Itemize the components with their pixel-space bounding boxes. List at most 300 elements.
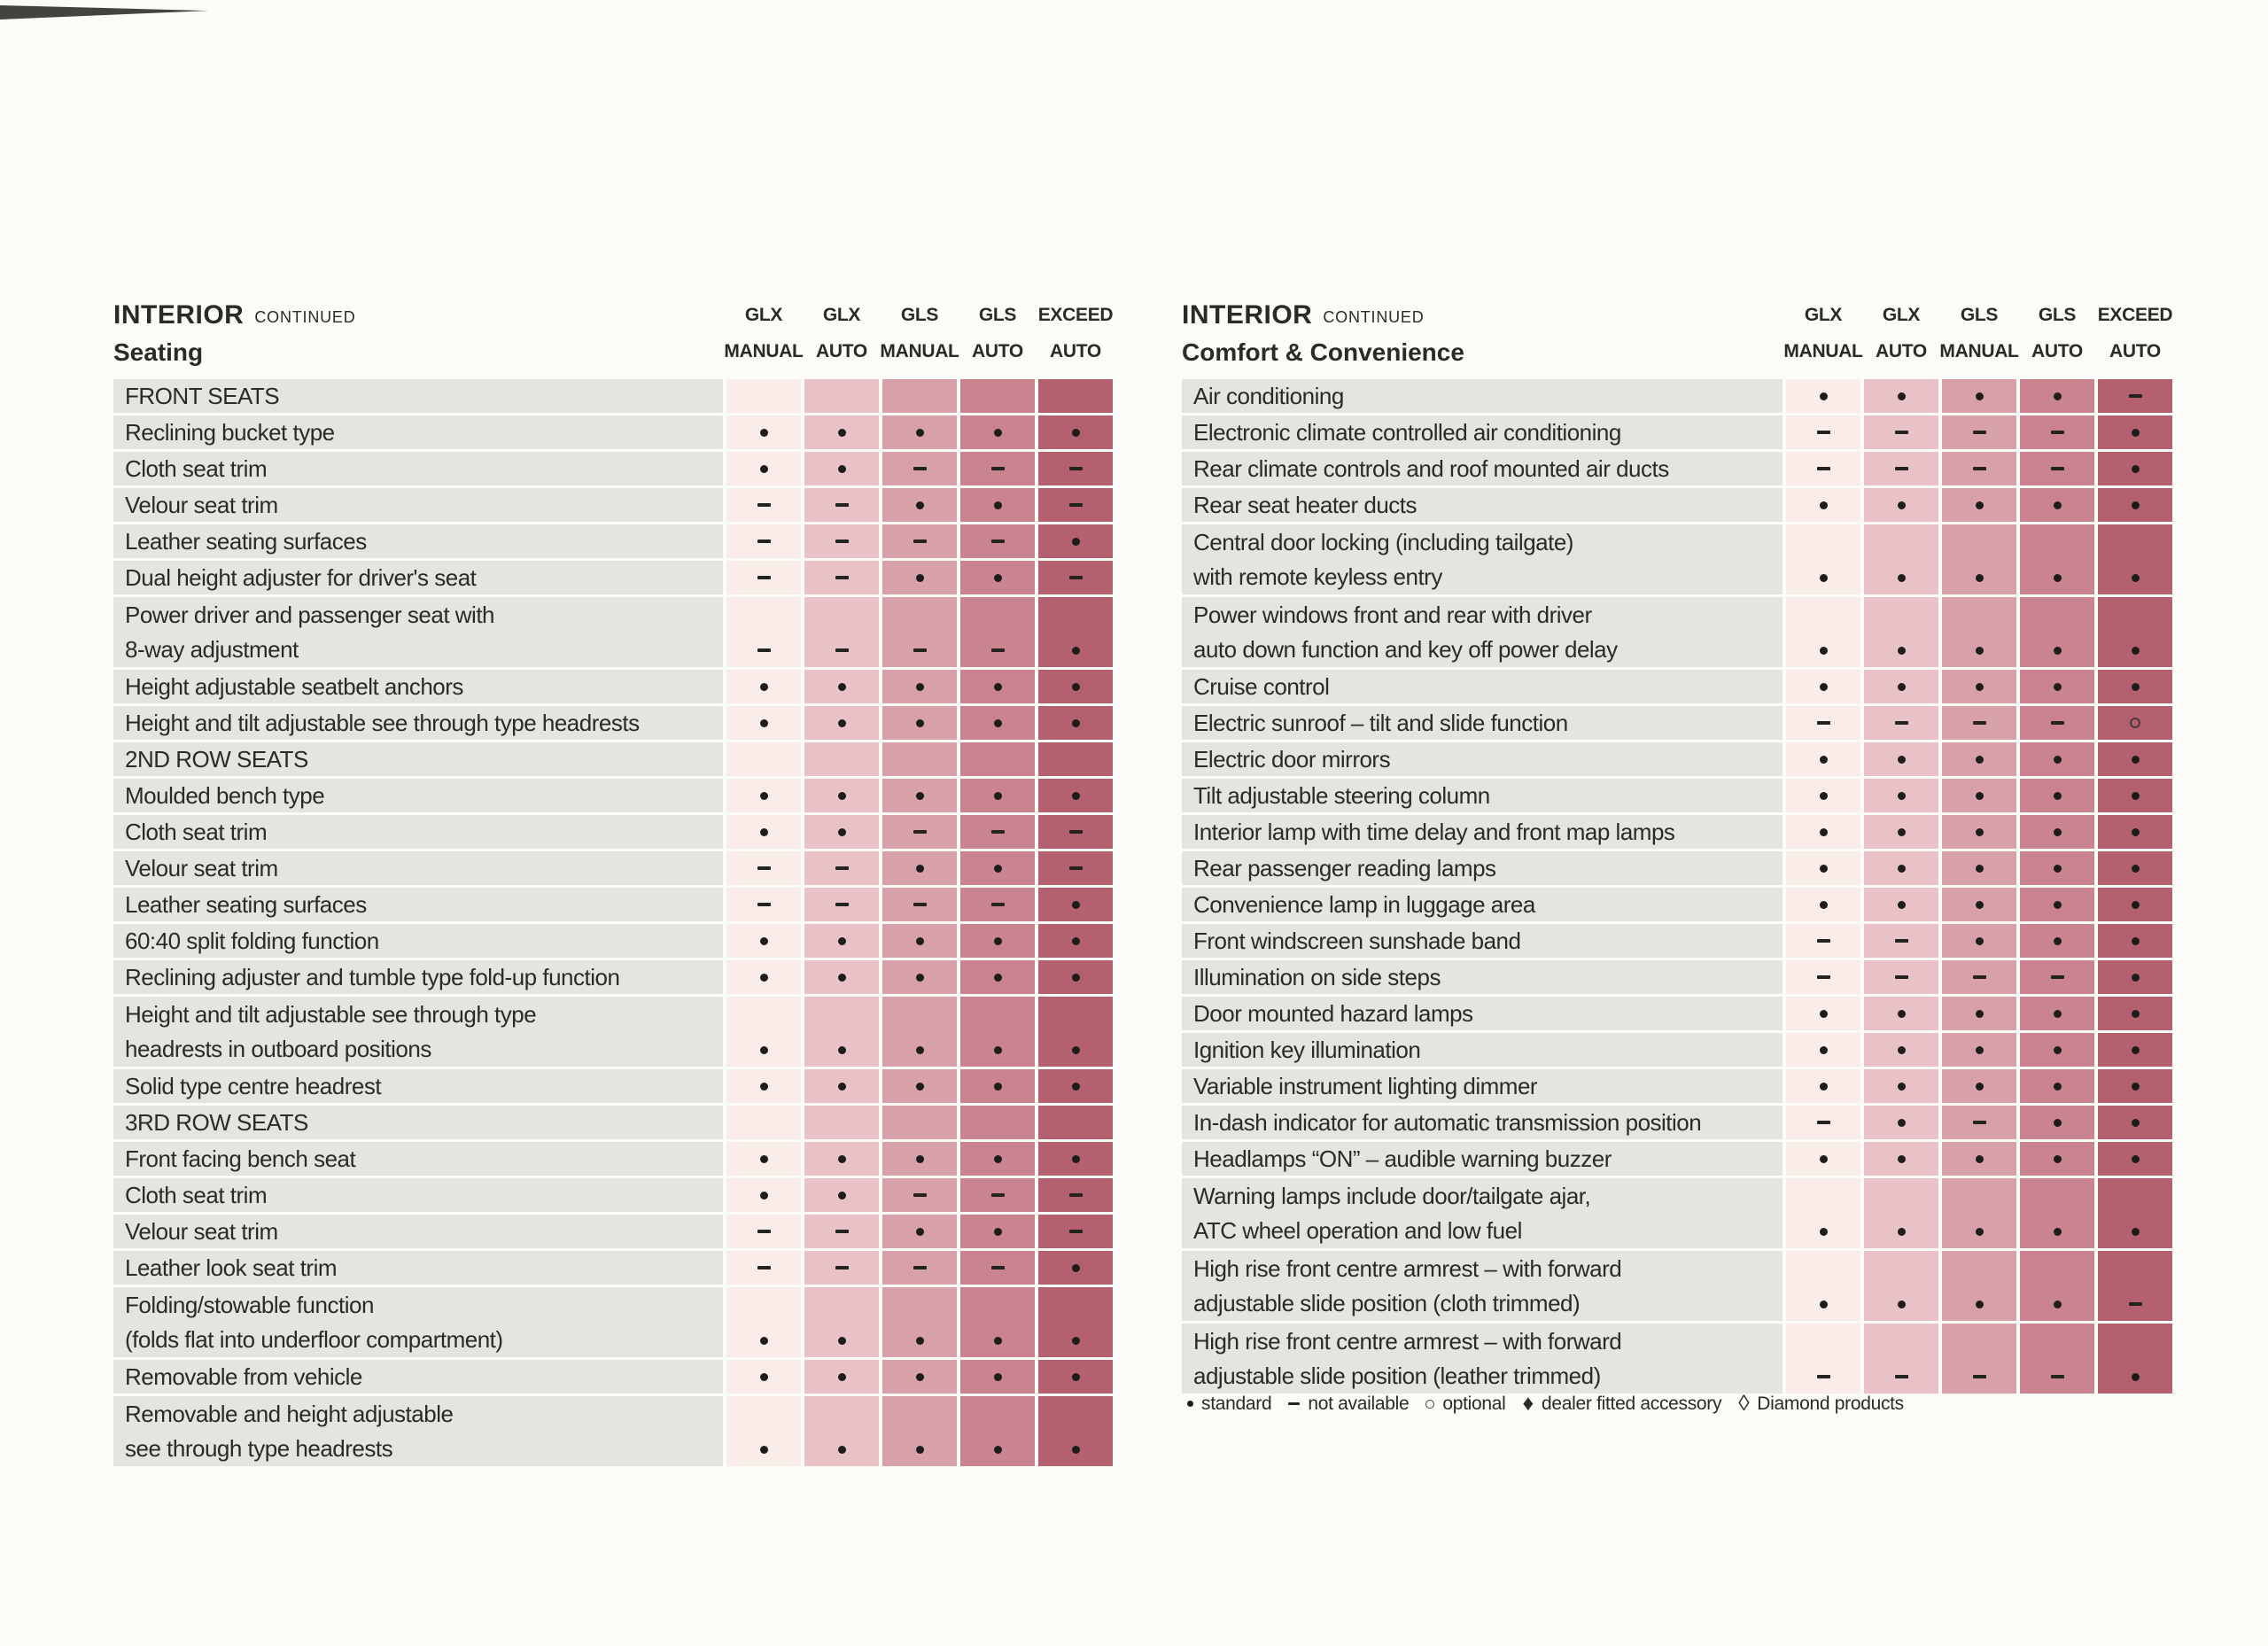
value-cell xyxy=(1864,888,1938,921)
feature-label xyxy=(113,488,723,522)
value-cell xyxy=(1038,960,1113,994)
standard-dot-icon xyxy=(1898,647,1906,655)
standard-dot-icon xyxy=(838,683,846,691)
standard-dot-icon xyxy=(2054,501,2062,509)
feature-row xyxy=(113,1360,1113,1394)
value-cell xyxy=(2098,488,2172,522)
value-cell xyxy=(1038,706,1113,740)
value-slot xyxy=(2020,633,2094,667)
feature-label xyxy=(1182,1142,1783,1176)
value-slot xyxy=(1786,997,1860,1030)
value-slot xyxy=(882,1215,957,1248)
value-slot xyxy=(726,1033,801,1067)
feature-row xyxy=(1182,452,2172,485)
value-cell xyxy=(1786,888,1860,921)
value-cell xyxy=(1786,1142,1860,1176)
standard-dot-icon xyxy=(1976,1083,1984,1091)
standard-dot-icon xyxy=(838,1083,846,1091)
value-cell xyxy=(1038,888,1113,921)
value-cell xyxy=(1786,524,1860,594)
value-slot xyxy=(882,815,957,849)
feature-row xyxy=(1182,960,2172,994)
value-cell xyxy=(2098,706,2172,740)
legend-label: dealer fitted accessory xyxy=(1542,1393,1722,1414)
value-slot xyxy=(960,379,1035,413)
value-cell xyxy=(882,1360,957,1394)
column-transmission-label: MANUAL xyxy=(724,341,804,361)
value-slot xyxy=(960,779,1035,812)
standard-dot-icon xyxy=(1898,1228,1906,1236)
value-slot xyxy=(1864,1360,1938,1394)
value-cell xyxy=(1038,379,1113,413)
value-slot xyxy=(882,561,957,594)
value-slot xyxy=(2098,1142,2172,1176)
value-slot xyxy=(960,960,1035,994)
label-line: 2ND ROW SEATS xyxy=(125,746,308,773)
value-slot xyxy=(726,1432,801,1466)
value-cell xyxy=(2020,960,2094,994)
standard-dot-icon xyxy=(760,1337,768,1345)
not-available-dash-icon xyxy=(835,866,849,870)
value-slot xyxy=(960,706,1035,740)
label-line: Height and tilt adjustable see through type xyxy=(125,1001,537,1028)
value-cell xyxy=(1942,415,2016,449)
not-available-dash-icon xyxy=(757,648,771,652)
not-available-dash-icon xyxy=(1895,467,1908,470)
label-line: Folding/stowable function xyxy=(125,1292,374,1318)
standard-dot-icon xyxy=(2132,1083,2140,1091)
value-slot xyxy=(1038,1432,1113,1466)
value-cell xyxy=(1038,1215,1113,1248)
standard-dot-icon xyxy=(760,1083,768,1091)
standard-dot-icon xyxy=(1820,647,1828,655)
value-cell xyxy=(2098,742,2172,776)
value-slot xyxy=(804,779,879,812)
not-available-dash-icon xyxy=(835,903,849,906)
feature-row xyxy=(113,488,1113,522)
section-row xyxy=(113,1106,1113,1139)
value-slot xyxy=(960,1432,1035,1466)
column-header-glx-manual xyxy=(724,297,804,369)
value-slot xyxy=(2098,633,2172,667)
value-slot xyxy=(804,1251,879,1285)
value-slot xyxy=(726,1215,801,1248)
dealer-fitted-diamond-icon: ♦ xyxy=(1522,1391,1534,1416)
value-slot xyxy=(1942,888,2016,921)
standard-dot-icon xyxy=(1072,683,1080,691)
value-slot xyxy=(2098,742,2172,776)
column-model-label: GLX xyxy=(822,305,861,325)
value-slot xyxy=(726,524,801,558)
standard-dot-icon xyxy=(2132,429,2140,437)
column-model-label: GLX xyxy=(744,305,783,325)
standard-dot-icon xyxy=(916,974,924,982)
standard-dot-icon xyxy=(1072,937,1080,945)
column-header-glx-manual xyxy=(1783,297,1863,369)
standard-dot-icon xyxy=(2132,1010,2140,1018)
value-cell xyxy=(1038,452,1113,485)
standard-dot-icon xyxy=(994,683,1002,691)
feature-label xyxy=(1182,815,1783,849)
value-cell xyxy=(1786,815,1860,849)
standard-dot-icon xyxy=(2054,647,2062,655)
value-cell xyxy=(2020,379,2094,413)
value-slot xyxy=(1038,561,1113,594)
legend-label: standard xyxy=(1201,1393,1272,1414)
value-slot xyxy=(2020,924,2094,958)
feature-label xyxy=(113,851,723,885)
feature-label xyxy=(113,1069,723,1103)
value-cell xyxy=(804,1142,879,1176)
value-slot xyxy=(1038,633,1113,667)
standard-dot-icon xyxy=(2132,574,2140,582)
value-slot xyxy=(804,670,879,703)
value-slot xyxy=(2020,452,2094,485)
standard-dot-icon xyxy=(1187,1401,1193,1407)
label-line: Cruise control xyxy=(1193,673,1330,700)
value-cell xyxy=(960,415,1035,449)
value-cell xyxy=(804,742,879,776)
not-available-dash-icon xyxy=(2051,1375,2064,1378)
standard-dot-icon xyxy=(1898,1300,1906,1308)
value-cell xyxy=(882,851,957,885)
value-cell xyxy=(726,815,801,849)
standard-dot-icon xyxy=(1976,756,1984,764)
label-line: Central door locking (including tailgate) xyxy=(1193,529,1573,555)
value-slot xyxy=(882,779,957,812)
value-slot xyxy=(726,1251,801,1285)
not-available-dash-icon xyxy=(835,540,849,543)
value-cell xyxy=(1038,1287,1113,1357)
column-transmission-label: AUTO xyxy=(1050,341,1101,361)
value-cell xyxy=(960,924,1035,958)
value-slot xyxy=(1864,960,1938,994)
value-slot xyxy=(1864,1287,1938,1321)
value-cell xyxy=(726,1106,801,1139)
feature-row xyxy=(113,597,1113,667)
standard-dot-icon xyxy=(1976,937,1984,945)
value-slot xyxy=(1038,851,1113,885)
feature-row xyxy=(113,888,1113,921)
value-slot xyxy=(960,888,1035,921)
standard-dot-icon xyxy=(994,937,1002,945)
value-cell xyxy=(1942,1106,2016,1139)
value-cell xyxy=(804,1178,879,1212)
value-cell xyxy=(1038,815,1113,849)
feature-row xyxy=(113,1142,1113,1176)
standard-dot-icon xyxy=(994,1373,1002,1381)
value-slot xyxy=(960,633,1035,667)
value-cell xyxy=(960,851,1035,885)
value-cell xyxy=(882,1106,957,1139)
label-line: Headlamps “ON” – audible warning buzzer xyxy=(1193,1145,1612,1172)
not-available-dash-icon xyxy=(1973,467,1986,470)
standard-dot-icon xyxy=(1976,828,1984,836)
feature-label xyxy=(113,997,723,1067)
value-slot xyxy=(2098,851,2172,885)
value-cell xyxy=(960,561,1035,594)
value-slot xyxy=(804,815,879,849)
standard-dot-icon xyxy=(760,429,768,437)
feature-label xyxy=(113,1178,723,1212)
value-slot xyxy=(882,960,957,994)
standard-dot-icon xyxy=(1976,392,1984,400)
standard-dot-icon xyxy=(2054,1010,2062,1018)
value-cell xyxy=(2098,924,2172,958)
value-cell xyxy=(882,488,957,522)
value-slot xyxy=(2098,1360,2172,1394)
value-cell xyxy=(2020,706,2094,740)
value-slot xyxy=(1942,415,2016,449)
value-cell xyxy=(726,379,801,413)
value-cell xyxy=(1864,779,1938,812)
value-cell xyxy=(804,888,879,921)
standard-dot-icon xyxy=(1072,1373,1080,1381)
value-cell xyxy=(1038,742,1113,776)
value-slot xyxy=(960,1215,1035,1248)
value-cell xyxy=(882,997,957,1067)
label-line: Illumination on side steps xyxy=(1193,964,1441,990)
not-available-dash-icon xyxy=(1895,1375,1908,1378)
standard-dot-icon xyxy=(1898,1155,1906,1163)
feature-label xyxy=(1182,742,1783,776)
not-available-dash-icon xyxy=(1973,431,1986,434)
value-cell xyxy=(1786,706,1860,740)
value-slot xyxy=(804,1324,879,1357)
feature-label xyxy=(1182,1324,1783,1394)
value-cell xyxy=(1864,924,1938,958)
value-slot xyxy=(882,1033,957,1067)
optional-circle-icon xyxy=(2130,718,2140,728)
not-available-dash-icon xyxy=(991,540,1005,543)
value-cell xyxy=(882,1251,957,1285)
not-available-dash-icon xyxy=(1895,975,1908,979)
column-transmission-label: AUTO xyxy=(2031,341,2083,361)
value-cell xyxy=(1942,1069,2016,1103)
value-cell xyxy=(882,815,957,849)
value-cell xyxy=(1786,379,1860,413)
value-cell xyxy=(882,561,957,594)
value-cell xyxy=(726,452,801,485)
value-slot xyxy=(960,452,1035,485)
value-slot xyxy=(882,670,957,703)
feature-label xyxy=(1182,524,1783,594)
not-available-dash-icon xyxy=(1973,721,1986,725)
value-cell xyxy=(2098,415,2172,449)
value-cell xyxy=(1038,524,1113,558)
value-slot xyxy=(1942,742,2016,776)
standard-dot-icon xyxy=(1898,865,1906,873)
value-cell xyxy=(2098,779,2172,812)
value-cell xyxy=(726,1142,801,1176)
feature-row xyxy=(1182,1106,2172,1139)
standard-dot-icon xyxy=(2054,901,2062,909)
feature-row xyxy=(1182,924,2172,958)
value-cell xyxy=(1864,452,1938,485)
column-header-gls-auto xyxy=(960,297,1035,369)
standard-dot-icon xyxy=(1072,1264,1080,1272)
standard-dot-icon xyxy=(1976,865,1984,873)
standard-dot-icon xyxy=(1898,828,1906,836)
seating-table xyxy=(113,297,1113,1466)
value-cell xyxy=(882,670,957,703)
not-available-dash-icon xyxy=(2129,394,2142,398)
value-cell xyxy=(726,670,801,703)
standard-dot-icon xyxy=(1898,683,1906,691)
value-cell xyxy=(2020,815,2094,849)
feature-label xyxy=(1182,779,1783,812)
label-line: Moulded bench type xyxy=(125,782,325,809)
standard-dot-icon xyxy=(1820,392,1828,400)
value-slot xyxy=(1864,1069,1938,1103)
value-slot xyxy=(2020,1142,2094,1176)
value-cell xyxy=(1942,452,2016,485)
standard-dot-icon xyxy=(916,792,924,800)
value-slot xyxy=(882,1251,957,1285)
standard-dot-icon xyxy=(1898,756,1906,764)
label-line: 60:40 split folding function xyxy=(125,928,379,954)
standard-dot-icon xyxy=(1820,901,1828,909)
not-available-dash-icon xyxy=(1817,721,1830,725)
standard-dot-icon xyxy=(760,465,768,473)
not-available-dash-icon xyxy=(1069,467,1083,470)
not-available-dash-icon xyxy=(1069,503,1083,507)
value-slot xyxy=(1786,415,1860,449)
value-cell xyxy=(1864,1069,1938,1103)
column-transmission-label: MANUAL xyxy=(1783,341,1863,361)
value-cell xyxy=(2020,488,2094,522)
label-line: 8-way adjustment xyxy=(125,636,299,663)
value-slot xyxy=(726,488,801,522)
value-cell xyxy=(2098,1178,2172,1248)
standard-dot-icon xyxy=(994,501,1002,509)
value-cell xyxy=(1942,924,2016,958)
standard-dot-icon xyxy=(2132,683,2140,691)
value-slot xyxy=(1038,1106,1113,1139)
table-header xyxy=(113,297,1113,379)
value-slot xyxy=(804,488,879,522)
value-slot xyxy=(1864,851,1938,885)
standard-dot-icon xyxy=(1072,1155,1080,1163)
value-cell xyxy=(2098,851,2172,885)
feature-label xyxy=(1182,706,1783,740)
value-slot xyxy=(1942,452,2016,485)
label-line: Leather seating surfaces xyxy=(125,891,367,918)
standard-dot-icon xyxy=(1976,1046,1984,1054)
value-slot xyxy=(1864,888,1938,921)
standard-dot-icon xyxy=(994,974,1002,982)
value-slot xyxy=(804,1033,879,1067)
value-cell xyxy=(726,997,801,1067)
label-line: Electric door mirrors xyxy=(1193,746,1391,773)
standard-dot-icon xyxy=(1072,1337,1080,1345)
standard-dot-icon xyxy=(1072,1046,1080,1054)
value-cell xyxy=(1864,1033,1938,1067)
standard-dot-icon xyxy=(760,1373,768,1381)
standard-dot-icon xyxy=(2054,392,2062,400)
value-slot xyxy=(804,1106,879,1139)
value-slot xyxy=(2020,888,2094,921)
value-slot xyxy=(1942,1033,2016,1067)
not-available-dash-icon xyxy=(913,648,927,652)
not-available-dash-icon xyxy=(757,903,771,906)
standard-dot-icon xyxy=(2054,1083,2062,1091)
feature-label xyxy=(113,779,723,812)
standard-dot-icon xyxy=(1820,828,1828,836)
value-cell xyxy=(1786,488,1860,522)
value-cell xyxy=(1786,670,1860,703)
value-slot xyxy=(1038,1142,1113,1176)
value-slot xyxy=(2020,706,2094,740)
value-cell xyxy=(1038,851,1113,885)
value-cell xyxy=(804,670,879,703)
value-cell xyxy=(960,815,1035,849)
value-cell xyxy=(2020,851,2094,885)
feature-label xyxy=(113,1142,723,1176)
value-cell xyxy=(882,924,957,958)
standard-dot-icon xyxy=(994,1337,1002,1345)
standard-dot-icon xyxy=(916,501,924,509)
value-slot xyxy=(804,851,879,885)
not-available-dash-icon xyxy=(1817,431,1830,434)
value-slot xyxy=(1864,815,1938,849)
standard-dot-icon xyxy=(1820,1155,1828,1163)
value-cell xyxy=(960,742,1035,776)
value-cell xyxy=(1942,524,2016,594)
standard-dot-icon xyxy=(2054,865,2062,873)
label-line: Rear climate controls and roof mounted air ducts xyxy=(1193,455,1669,482)
standard-dot-icon xyxy=(1898,1046,1906,1054)
value-slot xyxy=(726,960,801,994)
feature-label xyxy=(1182,488,1783,522)
legend-item xyxy=(1187,1394,1271,1415)
value-slot xyxy=(1942,924,2016,958)
value-slot xyxy=(960,524,1035,558)
label-line: Velour seat trim xyxy=(125,1218,278,1245)
column-model-label: GLX xyxy=(1882,305,1921,325)
section-row xyxy=(113,379,1113,413)
value-cell xyxy=(960,997,1035,1067)
column-transmission-label: AUTO xyxy=(2109,341,2161,361)
value-slot xyxy=(960,1033,1035,1067)
legend xyxy=(1187,1393,1904,1415)
not-available-dash-icon xyxy=(757,1266,771,1269)
standard-dot-icon xyxy=(1820,574,1828,582)
standard-dot-icon xyxy=(760,974,768,982)
standard-dot-icon xyxy=(916,1228,924,1236)
label-line: Dual height adjuster for driver's seat xyxy=(125,564,477,591)
not-available-dash-icon xyxy=(1288,1402,1300,1405)
value-slot xyxy=(1786,924,1860,958)
feature-row xyxy=(113,1178,1113,1212)
label-line: Reclining adjuster and tumble type fold-up function xyxy=(125,964,620,990)
value-slot xyxy=(2020,742,2094,776)
value-slot xyxy=(1942,633,2016,667)
value-slot xyxy=(882,1142,957,1176)
standard-dot-icon xyxy=(1976,1010,1984,1018)
value-cell xyxy=(960,1360,1035,1394)
value-cell xyxy=(2098,888,2172,921)
table-subtitle: Comfort & Convenience xyxy=(1182,338,1464,366)
value-cell xyxy=(1942,888,2016,921)
value-cell xyxy=(804,1215,879,1248)
value-cell xyxy=(726,851,801,885)
value-slot xyxy=(1864,924,1938,958)
value-cell xyxy=(960,888,1035,921)
standard-dot-icon xyxy=(1898,1010,1906,1018)
value-cell xyxy=(2098,1033,2172,1067)
standard-dot-icon xyxy=(916,865,924,873)
